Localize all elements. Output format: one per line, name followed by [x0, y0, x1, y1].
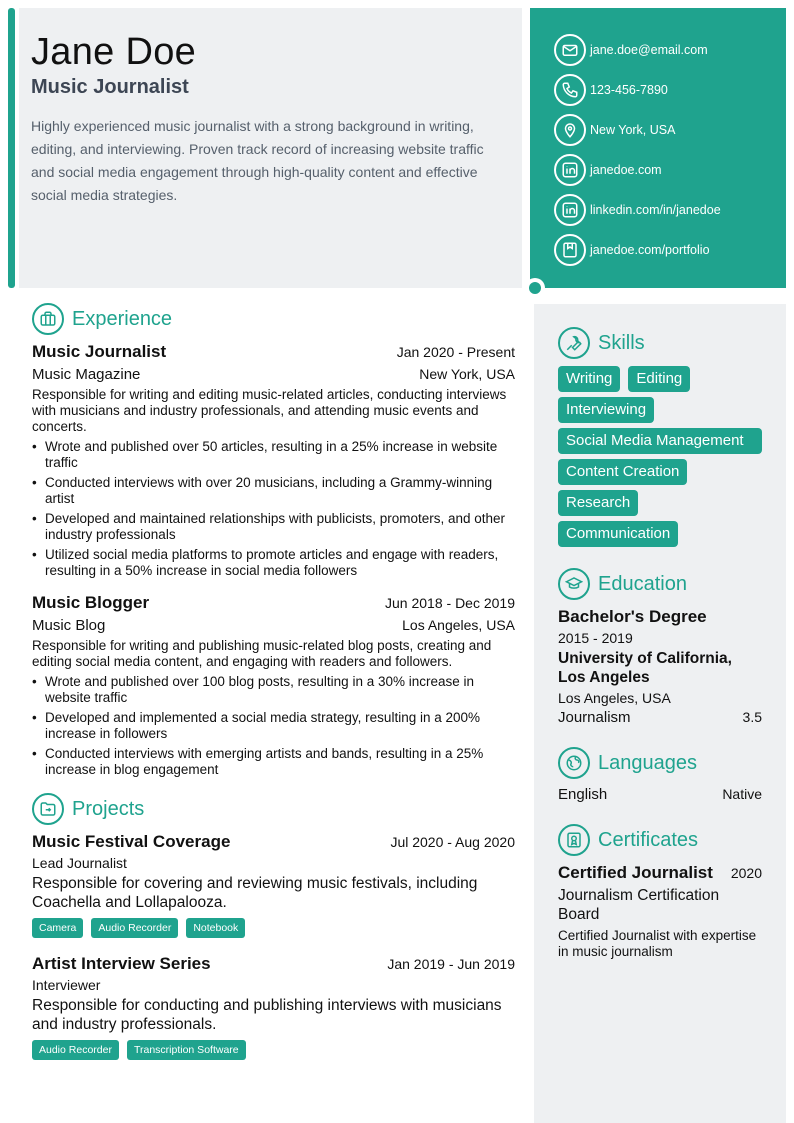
globe-icon — [558, 747, 590, 779]
project-role: Interviewer — [32, 977, 101, 993]
education-degree: Bachelor's Degree — [558, 607, 707, 626]
header-panel — [19, 8, 522, 288]
main-column — [32, 302, 515, 1076]
certificate-year: 2020 — [730, 865, 762, 881]
skill-tag: Writing — [558, 366, 620, 392]
section-title: Skills — [598, 331, 645, 354]
summary-text: Highly experienced music journalist with a strong background in writing, editing, and interviewing. Proven track record of increasing website traffic and social media engagement through high-quality content and effective social media strategies. — [31, 118, 484, 203]
skills-heading — [558, 326, 762, 360]
experience-heading — [32, 302, 515, 336]
tool-tag: Notebook — [186, 918, 245, 938]
skill-tag: Interviewing — [558, 397, 654, 423]
bullet-item: • Conducted interviews with emerging artists and bands, resulting in a 25% increase in blog engagement — [32, 746, 515, 778]
project-tags — [32, 918, 515, 938]
certificates-heading — [558, 823, 762, 857]
contact-phone[interactable] — [554, 70, 786, 110]
job-location: Los Angeles, USA — [402, 617, 515, 633]
skill-tag: Content Creation — [558, 459, 687, 485]
education-location: Los Angeles, USA — [558, 690, 671, 706]
project-entry — [32, 832, 515, 938]
linkedin-icon — [554, 194, 586, 226]
job-entry — [32, 342, 515, 579]
skill-tag: Research — [558, 490, 638, 516]
job-entry — [32, 593, 515, 778]
location-icon — [554, 114, 586, 146]
email-icon — [554, 34, 586, 66]
contact-email[interactable] — [554, 30, 786, 70]
job-company: Music Blog — [32, 617, 106, 634]
job-company: Music Magazine — [32, 366, 141, 383]
project-title: Music Festival Coverage — [32, 832, 231, 851]
project-description: Responsible for covering and reviewing music festivals, including Coachella and Lollapalooza. — [32, 875, 478, 911]
contact-text: janedoe.com — [590, 163, 662, 177]
graduation-cap-icon — [558, 568, 590, 600]
bullet-item: • Wrote and published over 100 blog posts, resulting in a 30% increase in website traffic — [32, 674, 515, 706]
contact-text: 123-456-7890 — [590, 83, 668, 97]
candidate-title: Music Journalist — [31, 76, 189, 98]
contact-panel — [530, 8, 786, 288]
certificate-name: Certified Journalist — [558, 863, 713, 882]
contact-linkedin[interactable] — [554, 190, 786, 230]
project-entry — [32, 954, 515, 1060]
education-school: University of California, Los Angeles — [558, 650, 732, 686]
education-field: Journalism — [558, 709, 631, 726]
section-title: Education — [598, 572, 687, 595]
languages-heading — [558, 746, 762, 780]
briefcase-icon — [32, 303, 64, 335]
tool-tag: Camera — [32, 918, 83, 938]
certificates-section — [558, 823, 762, 960]
section-title: Experience — [72, 307, 173, 330]
language-name: English — [558, 786, 608, 803]
section-title: Projects — [72, 797, 145, 820]
header-accent-bar — [8, 8, 15, 288]
job-location: New York, USA — [419, 366, 515, 382]
job-bullets — [32, 674, 515, 778]
tool-tag: Audio Recorder — [32, 1040, 119, 1060]
job-description: Responsible for writing and publishing music-related blog posts, creating and editing social media content, and engaging with readers and followers. — [32, 638, 492, 669]
bullet-item: • Developed and maintained relationships with publicists, promoters, and other industry professionals — [32, 511, 515, 543]
contact-location — [554, 110, 786, 150]
candidate-name: Jane Doe — [31, 31, 197, 73]
job-date: Jan 2020 - Present — [396, 344, 515, 360]
bullet-item: • Wrote and published over 50 articles, resulting in a 25% increase in website traffic — [32, 439, 515, 471]
contact-text: jane.doe@email.com — [590, 43, 708, 57]
project-role: Lead Journalist — [32, 855, 127, 871]
certificate-issuer: Journalism Certification Board — [558, 887, 720, 923]
certificate-icon — [558, 824, 590, 856]
timeline-dot — [525, 278, 545, 298]
project-description: Responsible for conducting and publishing interviews with musicians and industry professionals. — [32, 997, 502, 1033]
job-date: Jun 2018 - Dec 2019 — [385, 595, 515, 611]
languages-section — [558, 746, 762, 803]
projects-heading — [32, 792, 515, 826]
phone-icon — [554, 74, 586, 106]
linkedin-icon — [554, 154, 586, 186]
job-title: Music Blogger — [32, 593, 150, 612]
bullet-item: • Utilized social media platforms to promote articles and engage with readers, resulting in a 50% increase in social media followers — [32, 547, 515, 579]
skill-tag: Social Media Management — [558, 428, 762, 454]
job-title: Music Journalist — [32, 342, 167, 361]
section-title: Certificates — [598, 828, 699, 851]
job-description: Responsible for writing and editing music-related articles, conducting interviews with musicians and industry professionals, and attending music events and concerts. — [32, 387, 507, 434]
education-years: 2015 - 2019 — [558, 630, 633, 646]
bullet-item: • Developed and implemented a social media strategy, resulting in a 200% increase in followers — [32, 710, 515, 742]
skills-list — [558, 366, 762, 547]
tool-tag: Audio Recorder — [91, 918, 178, 938]
language-item — [558, 786, 762, 803]
language-level: Native — [722, 786, 762, 802]
contact-text: janedoe.com/portfolio — [590, 243, 710, 257]
bullet-item: • Conducted interviews with over 20 musicians, including a Grammy-winning artist — [32, 475, 515, 507]
project-date: Jan 2019 - Jun 2019 — [387, 956, 515, 972]
certificate-description: Certified Journalist with expertise in music journalism — [558, 928, 757, 959]
contact-text: linkedin.com/in/janedoe — [590, 203, 721, 217]
project-date: Jul 2020 - Aug 2020 — [390, 834, 515, 850]
education-section — [558, 567, 762, 726]
tool-tag: Transcription Software — [127, 1040, 246, 1060]
skills-section — [558, 326, 762, 547]
folder-icon — [32, 793, 64, 825]
project-title: Artist Interview Series — [32, 954, 211, 973]
education-gpa: 3.5 — [742, 709, 762, 725]
sidebar — [534, 304, 786, 1123]
portfolio-icon — [554, 234, 586, 266]
skill-tag: Editing — [628, 366, 690, 392]
job-bullets — [32, 439, 515, 579]
project-tags — [32, 1040, 515, 1060]
contact-portfolio[interactable] — [554, 230, 786, 270]
contact-website[interactable] — [554, 150, 786, 190]
skill-tag: Communication — [558, 521, 678, 547]
contact-text: New York, USA — [590, 123, 676, 137]
education-heading — [558, 567, 762, 601]
wrench-icon — [558, 327, 590, 359]
section-title: Languages — [598, 751, 697, 774]
